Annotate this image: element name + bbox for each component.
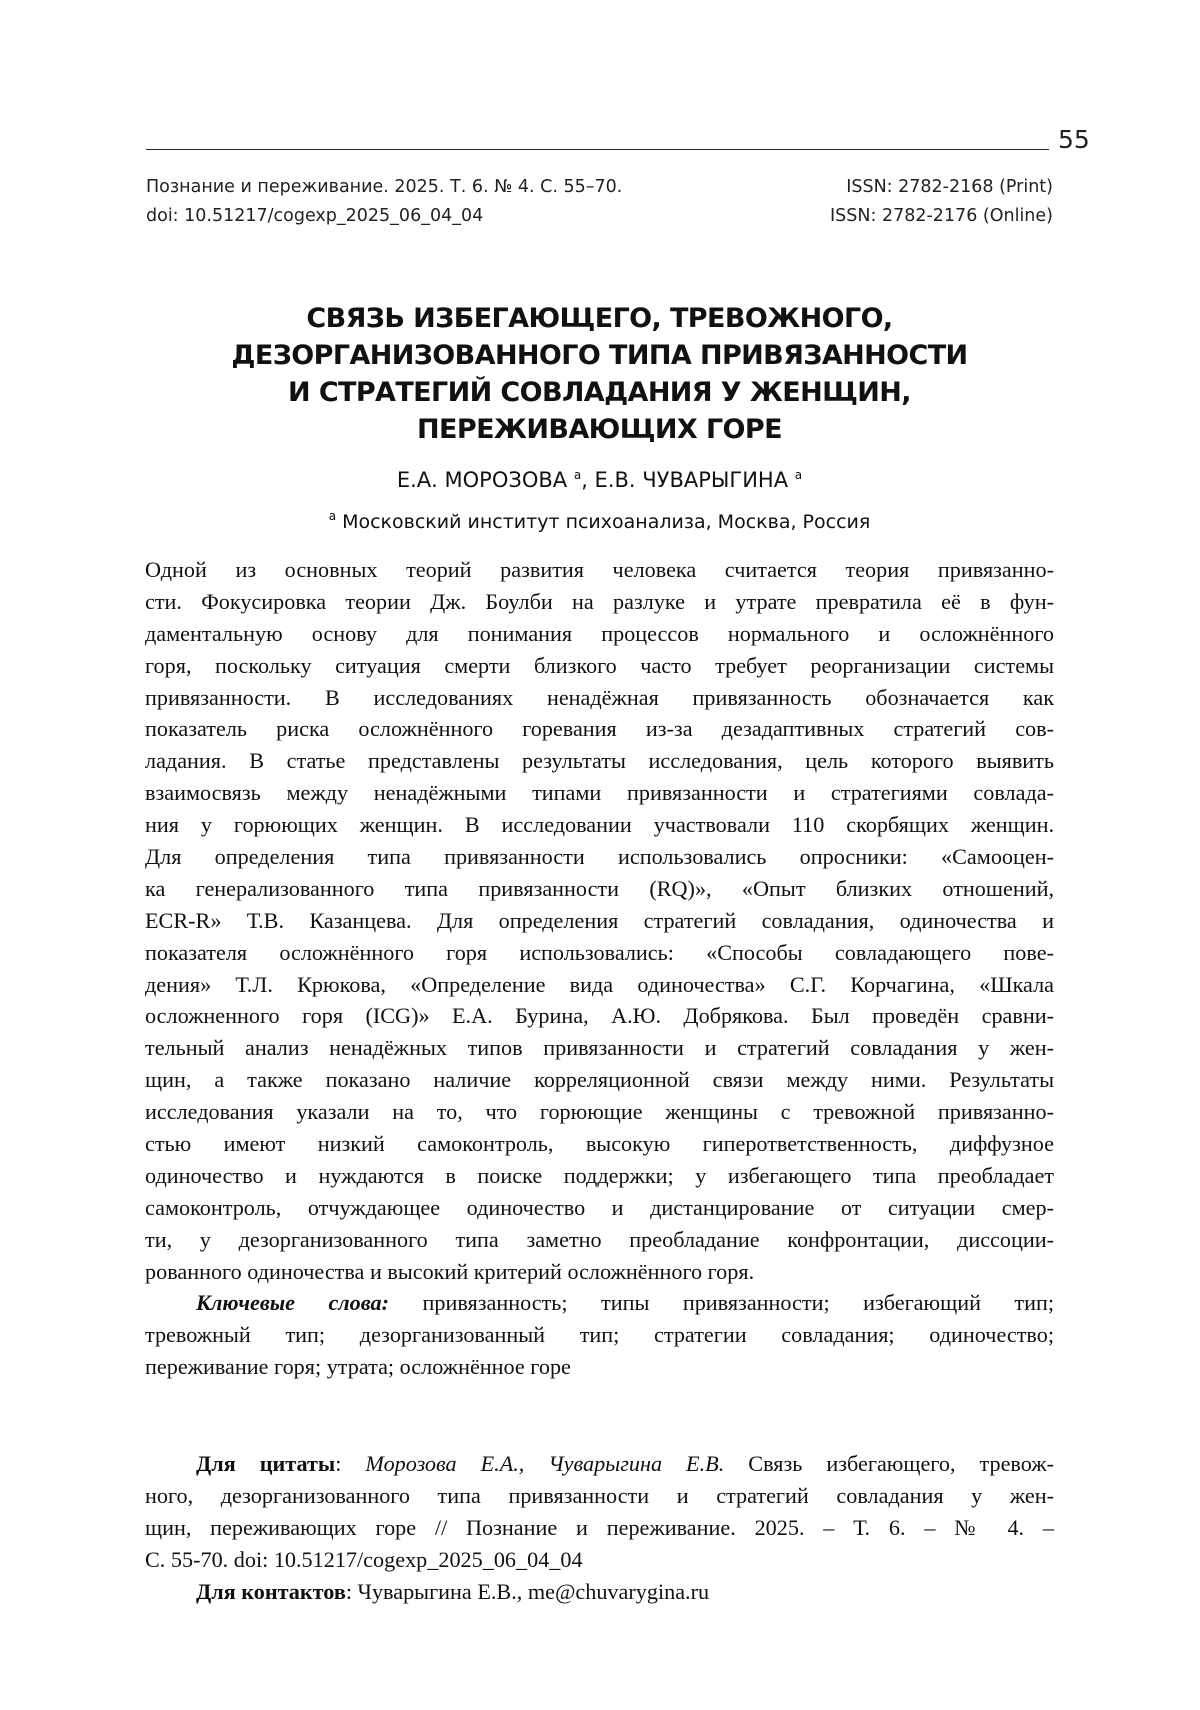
title-line: ПЕРЕЖИВАЮЩИХ ГОРЕ (417, 414, 782, 445)
contacts-line (145, 1576, 1054, 1608)
author-separator: , (581, 468, 595, 492)
affiliation-mark: а (328, 509, 337, 523)
contacts-colon: : (345, 1578, 358, 1604)
abstract-line: стью имеют низкий самоконтроль, высокую гиперответственность, диффузное (145, 1131, 1054, 1157)
contacts-text: Чуварыгина Е.В., me@chuvarygina.ru (357, 1578, 710, 1604)
issn-print: ISSN: 2782-2168 (Print) (846, 177, 1053, 197)
author-name: Е.А. МОРОЗОВА (396, 468, 568, 492)
citation-line (145, 1448, 1054, 1480)
abstract-line: взаимосвязь между ненадёжными типами привязанности и стратегиями совлада- (145, 780, 1054, 806)
author-name: Е.В. ЧУВАРЫГИНА (594, 468, 789, 492)
citation-line: ного, дезорганизованного типа привязанности и стратегий совладания у жен- (145, 1482, 1054, 1508)
abstract-line: даментальную основу для понимания процессов нормального и осложнённого (145, 620, 1054, 646)
abstract-line: самоконтроль, отчуждающее одиночество и дистанцирование от ситуации смер- (145, 1194, 1054, 1220)
abstract-line: горя, поскольку ситуация смерти близкого часто требует реорганизации системы (145, 652, 1054, 678)
affiliation-mark: а (794, 468, 803, 482)
keywords-line: переживание горя; утрата; осложнённое горе (145, 1354, 571, 1380)
title-line: И СТРАТЕГИЙ СОВЛАДАНИЯ У ЖЕНЩИН, (288, 377, 911, 408)
abstract-line: ECR-R» Т.В. Казанцева. Для определения стратегий совладания, одиночества и (145, 907, 1054, 933)
abstract-line: Одной из основных теорий развития человека считается теория привязанно- (145, 557, 1054, 582)
citation-line: С. 55-70. doi: 10.51217/cogexp_2025_06_04_04 (145, 1546, 583, 1572)
abstract (145, 554, 1054, 1383)
citation-authors: Морозова Е.А., Чуварыгина Е.В. (365, 1451, 725, 1476)
abstract-line: одиночество и нуждаются в поиске поддержки; у избегающего типа преобладает (145, 1162, 1054, 1188)
keywords-line (145, 1287, 1054, 1319)
contacts-label: Для контактов (196, 1578, 346, 1604)
abstract-line: привязанности. В исследованиях ненадёжная привязанность обозначается как (145, 684, 1054, 710)
article-title (146, 300, 1053, 448)
abstract-line: тельный анализ ненадёжных типов привязанности и стратегий совладания у жен- (145, 1035, 1054, 1061)
keywords-line: тревожный тип; дезорганизованный тип; стратегии совладания; одиночество; (145, 1322, 1054, 1348)
affiliation-text: Московский институт психоанализа, Москва, Россия (342, 511, 871, 533)
abstract-line: исследования указали на то, что горюющие женщины с тревожной привязанно- (145, 1099, 1054, 1125)
abstract-line: ти, у дезорганизованного типа заметно преобладание конфронтации, диссоции- (145, 1226, 1054, 1252)
authors (146, 468, 1053, 492)
affiliation-mark: а (573, 468, 582, 482)
abstract-line: показателя осложнённого горя использовались: «Способы совладающего пове- (145, 939, 1054, 965)
title-line: СВЯЗЬ ИЗБЕГАЮЩЕГО, ТРЕВОЖНОГО, (306, 303, 893, 334)
abstract-line: рованного одиночества и высокий критерий осложнённого горя. (145, 1258, 755, 1284)
issn-online: ISSN: 2782-2176 (Online) (830, 206, 1053, 226)
doi-line: doi: 10.51217/cogexp_2025_06_04_04 (146, 206, 484, 226)
abstract-line: ка генерализованного типа привязанности (RQ)», «Опыт близких отношений, (145, 875, 1054, 901)
citation-text: Связь избегающего, тревож- (724, 1451, 1054, 1476)
header-rule (146, 149, 1049, 150)
abstract-line: дения» Т.Л. Крюкова, «Определение вида одиночества» С.Г. Корчагина, «Шкала (145, 971, 1054, 997)
journal-meta (146, 173, 1053, 231)
abstract-line: осложненного горя (ICG)» Е.А. Бурина, А.Ю. Добрякова. Был проведён сравни- (145, 1003, 1054, 1029)
affiliation (146, 509, 1053, 533)
keywords-text: привязанность; типы привязанности; избегающий тип; (389, 1290, 1055, 1316)
keywords-label: Ключевые слова: (196, 1290, 390, 1316)
abstract-line: Для определения типа привязанности использовались опросники: «Самооцен- (145, 844, 1054, 870)
title-line: ДЕЗОРГАНИЗОВАННОГО ТИПА ПРИВЯЗАННОСТИ (231, 340, 968, 371)
citation-block (145, 1448, 1054, 1607)
citation-colon: : (335, 1451, 366, 1476)
abstract-line: щин, а также показано наличие корреляционной связи между ними. Результаты (145, 1067, 1054, 1093)
citation-label: Для цитаты (196, 1451, 336, 1476)
citation-line: щин, переживающих горе // Познание и переживание. 2025. – Т. 6. – № 4. – (145, 1514, 1054, 1540)
page-number: 55 (1058, 125, 1090, 154)
journal-citation-line: Познание и переживание. 2025. Т. 6. № 4. С. 55–70. (146, 177, 623, 197)
abstract-line: ладания. В статье представлены результаты исследования, цель которого выявить (145, 748, 1054, 774)
abstract-line: сти. Фокусировка теории Дж. Боулби на разлуке и утрате превратила её в фун- (145, 588, 1054, 614)
abstract-line: ния у горюющих женщин. В исследовании участвовали 110 скорбящих женщин. (145, 812, 1054, 838)
abstract-line: показатель риска осложнённого горевания из-за дезадаптивных стратегий сов- (145, 716, 1054, 742)
